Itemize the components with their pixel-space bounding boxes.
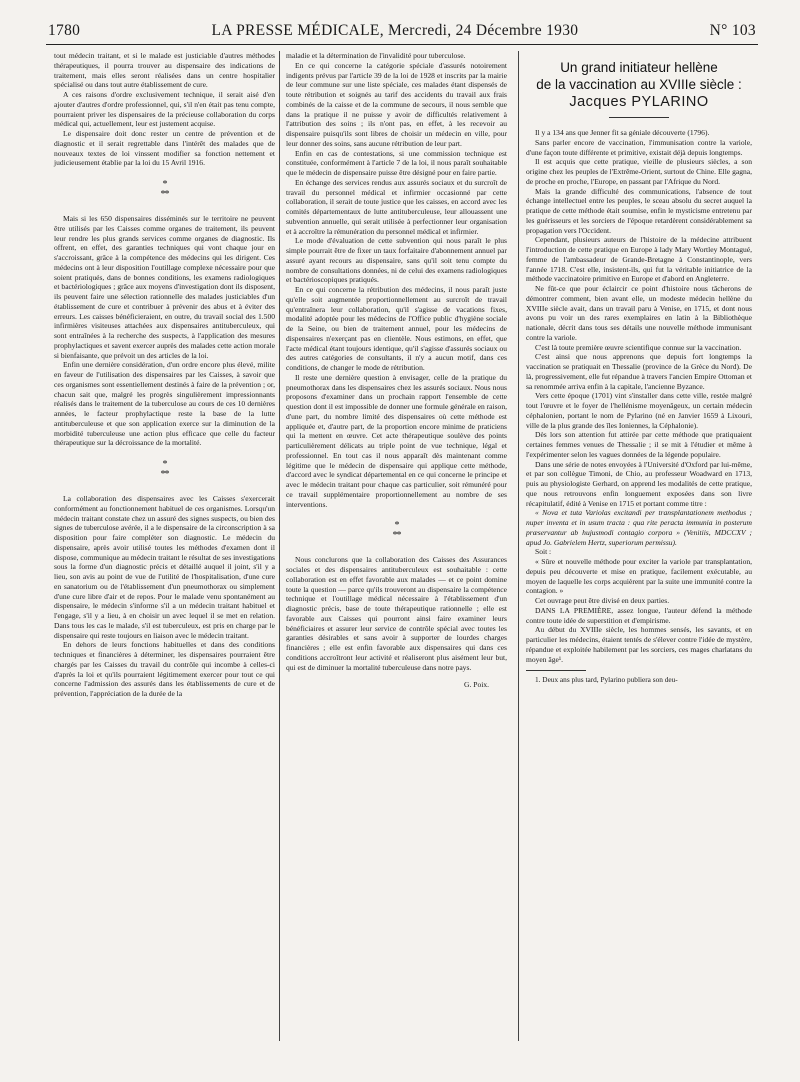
- author-signature: G. Poix.: [464, 680, 489, 690]
- article-title: [526, 59, 752, 111]
- paragraph: Enfin en cas de contestations, si une commission technique est constituée, conformément à l'article 7 de la loi, il nous paraît souhaitable que le médecin de dispensaire puisse être désigné pour en faire partie.: [286, 148, 507, 177]
- paragraph: Soit :: [535, 547, 552, 557]
- paragraph: DANS LA PREMIÈRE, assez longue, l'auteur défend la méthode contre toute idée de superstition et d'empirisme.: [526, 605, 752, 625]
- journal-title: LA PRESSE MÉDICALE, Mercredi, 24 Décembre 1930: [211, 22, 579, 39]
- paragraph: En dehors de leurs fonctions habituelles et dans des conditions techniques et financières à déterminer, les dispensaires pourraient être chargés par les Caisses du travail du contrôle qui incombe à celles-ci d'après la loi et qu'ils pourraient légitimement exercer pour tout ce qui concerne l'admission des assurés dans les établissements de cure et de prévention, l'appréciation de la durée de la: [54, 640, 275, 698]
- footnote: 1. Deux ans plus tard, Pylarino publiera son deu-: [535, 675, 678, 685]
- column-divider-1: [279, 51, 280, 1041]
- issue-number: N° 103: [709, 22, 756, 39]
- article-title-line-1: Un grand initiateur hellène: [560, 60, 718, 75]
- paragraph: C'est là toute première œuvre scientifique connue sur la vaccination.: [535, 342, 742, 352]
- paragraph: tout médecin traitant, et si le malade est justiciable d'autres méthodes thérapeutiques, il pourra trouver au dispensaire des indications de traitement, mais elles seront réalisées dans un centre hospitalier spécialisé ou dans tout autre établissement de cure.: [54, 51, 275, 90]
- title-rule: [609, 117, 669, 118]
- paragraph: « Sûre et nouvelle méthode pour exciter la variole par transplantation, depuis peu découverte et mise en pratique, facilement exécutable, au moyen de laquelle les corps acquièrent par la suite une immunité contre la contagion. »: [526, 557, 752, 596]
- paragraph: Dans une série de notes envoyées à l'Université d'Oxford par lui-même, et par son collègue Timoni, de Chio, au professeur Woadward en 1713, puis au physiologiste Gerhard, on apprend les modalités de cette pratique, que nous retrouvons enfin longuement exposées dans son livre récapitulatif, édité à Venise en 1715 et portant comme titre :: [526, 459, 752, 508]
- paragraph: Il est acquis que cette pratique, vieille de plusieurs siècles, a son origine chez les peuples de l'Extrême-Orient, surtout de Chine. Elle gagna, de proche en proche, l'Europe, en passant par l'Afrique du Nord.: [526, 157, 752, 186]
- paragraph: En échange des services rendus aux assurés sociaux et du surcroît de travail du personnel médical et infirmier occasionné par cette collaboration, il serait de toute justice que les caisses, en accord avec les comités départementaux de lutte antituberculeuse, leur allouassent une subvention annuelle, qui serait utilisée à perfectionner leur organisation et à accroître la rémunération du personnel médical et infirmier.: [286, 177, 507, 236]
- footnote-rule: [526, 670, 586, 671]
- column-2: [286, 51, 507, 690]
- section-separator: * **: [160, 459, 169, 480]
- paragraph: Mais la grande difficulté des communications, l'absence de tout échange intellectuel entre les peuples, le sceau absolu du secret auquel la pratique de cette méthode était soumise, enfin le mysticisme entretenu par les guérisseurs et les sorciers de l'époque retardèrent considérablement sa propagation vers l'Occident.: [526, 186, 752, 235]
- article-title-name: Jacques PYLARINO: [569, 94, 709, 110]
- article-title-line-2: de la vaccination au XVIIIe siècle :: [536, 77, 742, 92]
- paragraph: Vers cette époque (1701) vint s'installer dans cette ville, restée malgré tout l'œuvre et le foyer de l'hellénisme moyenâgeux, un certain médecin céphalonien, portant le nom de Pylarino (né en Janvier 1659 à Lixouri, ville de la plus grande des îles Ioniennes, la Céphalonie).: [526, 391, 752, 430]
- section-separator: * **: [392, 520, 401, 542]
- paragraph: Ne fût-ce que pour éclaircir ce point d'histoire nous tâcherons de démontrer comment, bien avant elle, un modeste médecin hellène du XVIIIe siècle avait, dans un travail paru à Venise, en 1715, et dont nous avons pu voir un des rares exemplaires en latin à la Bibliothèque nationale, décrit dans tous ses détails une nouvelle méthode immunisant contre la variole.: [526, 284, 752, 342]
- paragraph: Nous conclurons que la collaboration des Caisses des Assurances sociales et des dispensaires antituberculeux est souhaitable : cette collaboration est en effet favorable aux malades — et ce point domine toute la question — parce qu'ils trouveront au dispensaire la compétence technique et l'outillage médical nécessaire à l'établissement d'un diagnostic précis, base de toute thérapeutique rationnelle ; elle est favorable aux Caisses qui pourront ainsi faire examiner leurs bénéficiaires et assurer leur service de contrôle spécial avec toutes les garanties désirables et sans avoir à supporter de lourdes charges financières ; elle est enfin favorable aux dispensaires qui dans ces conditions accroîtront leur activité et réaliseront plus aisément leur but, qui est de diminuer la mortalité tuberculeuse dans notre pays.: [286, 555, 507, 672]
- section-separator: * **: [160, 179, 169, 200]
- column-3: [526, 51, 752, 685]
- paragraph: Cependant, plusieurs auteurs de l'histoire de la médecine attribuent l'introduction de cette pratique en Europe à lady Mary Wortley Montagué, femme de l'ambassadeur de Grande-Bretagne à Constantinople, vers l'année 1718. C'est elle, insistent-ils, qui fut la véritable initiatrice de la méthode vaccinatoire primitive en Europe et d'abord en Angleterre.: [526, 235, 752, 284]
- column-divider-2: [518, 51, 519, 1041]
- page-header: [48, 22, 756, 44]
- paragraph: Le dispensaire doit donc rester un centre de prévention et de diagnostic et il serait regrettable dans l'intérêt des malades que de nouveaux textes de loi vinssent modifier sa fonction nettement et judicieusement établie par la loi du 15 Avril 1916.: [54, 129, 275, 168]
- paragraph: Le mode d'évaluation de cette subvention qui nous paraît le plus simple pourrait être de fixer un taux forfaitaire d'abonnement annuel par assuré ayant recours au dispensaire, sans qu'il soit tenu compte du nombre de consultations données, ni de celui des examens radiologiques et bactérioscopiques pratiqués.: [286, 236, 507, 285]
- paragraph: A ces raisons d'ordre exclusivement technique, il serait aisé d'en ajouter d'autres d'ordre professionnel, qui, s'il n'en était pas tenu compte, pourraient priver les dispensaires de la précieuse collaboration du corps médical qui, actuellement, leur est justement acquise.: [54, 90, 275, 129]
- header-rule: [46, 44, 758, 45]
- paragraph: Au début du XVIIIe siècle, les hommes sensés, les savants, et en particulier les médecins, étaient tentés de s'élever contre l'idée de mystère, répandue et exploitée habilement par les sorciers, ces mages charlatans du moyen âge¹.: [526, 625, 752, 664]
- latin-title-quote: « Nova et tuta Variolas excitandi per transplantationem methodus ; nuper inventa et in usum tracta : qua rite peracta immunia in posterum præservantur ab hujusmodi contagio corpora » (Venitiis, MDCCXV ; apud Jo. Gabrielem Hertz, superiorum permissu).: [526, 508, 752, 547]
- paragraph: Sans parler encore de vaccination, l'immunisation contre la variole, d'une façon toute différente et primitive, existait déjà depuis longtemps.: [526, 137, 752, 157]
- paragraph: Il y a 134 ans que Jenner fit sa géniale découverte (1796).: [535, 128, 710, 137]
- paragraph: C'est ainsi que nous apprenons que depuis fort longtemps la vaccination se pratiquait en Thessalie (province de la Grèce du Nord). De là, progressivement, elle fut répandue à travers l'ancien Empire Ottoman et sa renommée arriva enfin à la capitale, l'ancienne Byzance.: [526, 352, 753, 391]
- paragraph: Dès lors son attention fut attirée par cette méthode que pratiquaient certaines femmes venues de Thessalie ; il se mit à l'étudier et même à l'expérimenter selon les vagues données de la légende populaire.: [526, 430, 752, 459]
- column-1: [54, 51, 275, 699]
- paragraph: La collaboration des dispensaires avec les Caisses s'exercerait conformément au fonctionnement habituel de ces organismes. Lorsqu'un médecin traitant constate chez un assuré des signes suspects, ou bien des signes de tuberculose avérée, il a le dispensaire de la circonscription à sa disposition pour faire compléter son diagnostic. Le médecin du dispensaire, après avoir utilisé toutes les méthodes d'examen dont il dispose, communique au médecin traitant le résultat de ses investigations sous la forme d'un diagnostic précis et détaillé auquel il joint, s'il y a lieu, son avis au point de vue de l'utilité de l'hospitalisation, d'une cure en sanatorium ou de l'établissement d'un pneumothorax ou simplement d'une cure libre d'air et de repos. Pour le malade venu spontanément au dispensaire, le médecin s'informe s'il a un médecin traitant habituel et l'engage, s'il y a lieu, à en choisir un avec lequel il se met en relation. Dans tous les cas le malade, s'il est tuberculeux, est pris en charge par le dispensaire qui reste toujours en liaison avec le médecin traitant.: [54, 494, 275, 640]
- paragraph: Il reste une dernière question à envisager, celle de la pratique du pneumothorax dans les dispensaires chez les assurés sociaux. Nous nous proposons d'examiner dans un prochain rapport l'ensemble de cette question dont il est impossible de donner une formule générale en raison, d'une part, du nombre limité des dispensaires où cette méthode est appliquée et, d'autre part, de la proportion encore minime de praticiens qui la mettent en œuvre. Cet acte thérapeutique soulève des points particulièrement délicats au triple point de vue technique, légal et professionnel. En tout cas il nous apparaît dès maintenant comme légitime que le médecin de dispensaire qui applique cette méthode, d'accord avec le syndicat départemental en ce qui concerne le principe et avec le médecin traitant pour chaque cas particulier, soit rémunéré pour ce travail supplémentaire proportionnellement au nombre de ses interventions.: [286, 372, 507, 509]
- paragraph: En ce qui concerne la catégorie spéciale d'assurés notoirement indigents prévus par l'article 39 de la loi de 1928 et inscrits par la mairie de leur commune sur une liste spéciale, ces malades étant dispensés de toute rétribution et soignés au tarif des accidents du travail aux frais combinés de la caisse et de la commune de secours, il nous semble que dans la pratique il ne puisse y avoir de difficultés relativement à l'attribution des soins ; ils n'ont pas, en effet, à les recevoir au dispensaire puisqu'ils sont libres de choisir un médecin en ville, pour leur donner des soins, sans aucune rétribution de leur part.: [286, 60, 507, 148]
- paragraph: Mais si les 650 dispensaires disséminés sur le territoire ne peuvent être utilisés par les Caisses comme organes de traitement, ils peuvent leur rendre les plus grands services comme organes de diagnostic. Ils offrent, en effet, des garanties techniques qui vont chaque jour en s'accroissant, grâce à la compétence des médecins qui les dirigent. Ces médecins ont à leur disposition l'outillage complexe nécessaire pour que soient pratiqués, dans de bonnes conditions, les examens radiologiques et bactériologiques ; grâce aux moyens d'investigation dont ils disposent, ils peuvent faire une sélection rationnelle des malades justiciables d'un établissement de cure et contribuer à prévenir des abus et à éviter des erreurs. Les caisses bénéficieraient, en outre, du travail social des 1.500 infirmières visiteuses attachées aux dispensaires antituberculeux, qui sont entraînées à la recherche des suspects, à l'application des mesures prophylactiques et savent exercer auprès des malades cette action morale si bienfaisante, que prévoit un des articles de la loi.: [54, 214, 275, 360]
- paragraph: Cet ouvrage peut être divisé en deux parties.: [535, 596, 670, 605]
- paragraph: maladie et la détermination de l'invalidité pour tuberculose.: [286, 51, 466, 60]
- page-number: 1780: [48, 22, 81, 39]
- paragraph: En ce qui concerne la rétribution des médecins, il nous paraît juste qu'elle soit augmentée proportionnellement au surcroît de travail qu'entraînera leur collaboration, qu'il s'agisse de vacations fixes, modalité adoptée pour les médecins de l'Office public d'hygiène sociale de la Seine, ou bien de traitement annuel, pour les médecins de dispensaires n'exerçant pas en clientèle. Nous estimons, en effet, que l'acte médical étant toujours identique, qu'il s'agisse d'assurés sociaux ou des autres catégories de consultants, il n'y a aucun motif, dans ces conditions, de changer le mode de rétribution.: [286, 285, 507, 372]
- paragraph: Enfin une dernière considération, d'un ordre encore plus élevé, milite en faveur de l'utilisation des dispensaires par les Caisses, à savoir que ces organismes sont essentiellement destinés à faire de la prévention ; or, chacun sait que, malgré les progrès singulièrement impressionnants réalisés dans le traitement de la tuberculose au cours de ces 10 dernières années, le facteur prophylactique reste la base de la lutte antituberculeuse et que son application exerce sur la diminution de la morbidité tuberculeuse une action plus efficace que celle du facteur thérapeutique sur la décroissance de la mortalité.: [54, 360, 275, 448]
